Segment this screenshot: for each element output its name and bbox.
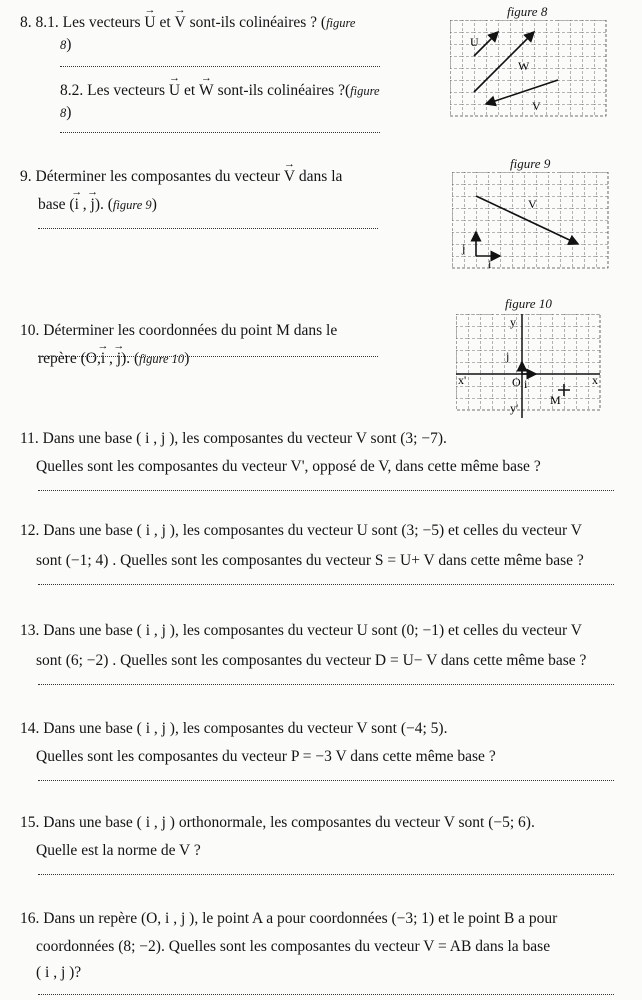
svg-text:V: V <box>532 99 541 113</box>
question-13: 13. Dans une base ( i , j ), les composantes du vecteur U sont (0; −1) et celles du vecteur V <box>20 622 582 639</box>
svg-text:j: j <box>506 349 510 363</box>
vector-i: → i <box>101 344 105 374</box>
figure-ref: 8 <box>60 38 67 52</box>
svg-text:W: W <box>518 59 530 73</box>
vector-u: → U <box>169 76 180 106</box>
figure-9-graph <box>452 172 612 276</box>
figure-ref: figure 9 <box>112 198 152 212</box>
q-text: Les vecteurs <box>62 14 141 31</box>
figure-8-graph <box>450 20 616 120</box>
svg-text:U: U <box>470 35 479 49</box>
svg-text:M: M <box>550 393 561 407</box>
svg-text:O: O <box>512 375 521 389</box>
q9-cont: base (→ i , → j). (figure 9) <box>38 190 157 220</box>
figure-ref: figure 10 <box>139 352 185 366</box>
svg-text:x: x <box>592 373 598 387</box>
answer-line-13[interactable] <box>38 684 614 685</box>
vector-w: → W <box>199 76 214 106</box>
q-text: sont-ils colinéaires ? ( <box>189 14 327 31</box>
q-text: ) <box>66 36 72 53</box>
figure-ref: figure <box>350 84 380 98</box>
q-subnumber: 8.2. <box>60 82 84 99</box>
question-12-line2: sont (−1; 4) . Quelles sont les composantes du vecteur S = U+ V dans cette même base ? <box>36 552 584 569</box>
q-text: et <box>183 82 196 99</box>
figure-ref: figure <box>326 16 356 30</box>
question-12: 12. Dans une base ( i , j ), les composantes du vecteur U sont (3; −5) et celles du vecteur V <box>20 522 582 539</box>
question-14: 14. Dans une base ( i , j ), les composantes du vecteur V sont (−4; 5). <box>20 720 448 737</box>
q-text: dans la <box>298 168 343 185</box>
vector-i: → i <box>75 190 79 220</box>
figure-9-caption: figure 9 <box>510 156 551 171</box>
question-10 <box>20 316 337 346</box>
answer-line-10[interactable] <box>38 356 378 357</box>
answer-line-15[interactable] <box>38 874 614 875</box>
figure-10-caption: figure 10 <box>505 296 552 311</box>
vector-j: → j <box>91 190 95 220</box>
q-text: ) <box>151 196 157 213</box>
answer-line-16[interactable] <box>38 994 614 995</box>
q-text: ) <box>184 350 190 367</box>
q-text: base ( <box>38 196 75 213</box>
q10-cont: repère (O,→ i , → j). (figure 10) <box>38 344 189 374</box>
vector-j: → j <box>117 344 121 374</box>
question-16: 16. Dans un repère (O, i , j ), le point A a pour coordonnées (−3; 1) et le point B a pour <box>20 910 558 927</box>
figure-8-caption: figure 8 <box>507 4 548 19</box>
svg-text:V: V <box>528 197 537 211</box>
q-text: Déterminer les composantes du vecteur <box>35 168 280 185</box>
answer-line-12[interactable] <box>38 584 614 585</box>
svg-text:i: i <box>488 257 492 271</box>
answer-line-9[interactable] <box>38 228 378 229</box>
vector-v: → V <box>175 8 186 38</box>
q-text: ). ( <box>121 350 140 367</box>
q-text: Les vecteurs <box>87 82 166 99</box>
figure-ref: 8 <box>60 106 67 120</box>
q-number: 8. <box>20 14 32 31</box>
q8-cont <box>60 30 71 60</box>
answer-line-11[interactable] <box>38 490 614 491</box>
q-text: et <box>159 14 171 31</box>
question-16-line3: ( i , j )? <box>36 964 82 981</box>
question-9 <box>20 162 342 192</box>
q8-2-cont <box>60 98 71 128</box>
svg-text:j: j <box>462 241 466 255</box>
question-15-line2: Quelle est la norme de V ? <box>36 842 201 859</box>
question-8-2 <box>60 76 380 106</box>
answer-line-8-2[interactable] <box>60 132 380 133</box>
figure-10-graph <box>456 314 604 418</box>
q-number: 10. <box>20 322 40 339</box>
question-11-line2: Quelles sont les composantes du vecteur V', opposé de V, dans cette même base ? <box>36 458 541 475</box>
question-15: 15. Dans une base ( i , j ) orthonormale, les composantes du vecteur V sont (−5; 6). <box>20 814 535 831</box>
q-text: Déterminer les coordonnées du point M dans le <box>43 322 338 339</box>
svg-text:y': y' <box>510 401 519 415</box>
svg-text:i: i <box>524 377 528 391</box>
q-text: sont-ils colinéaires ?( <box>217 82 351 99</box>
q-text: ). ( <box>94 196 113 213</box>
q-text: repère (O, <box>38 350 101 367</box>
question-13-line2: sont (6; −2) . Quelles sont les composantes du vecteur D = U− V dans cette même base ? <box>36 652 587 669</box>
q-text: ) <box>66 104 72 121</box>
svg-text:y: y <box>510 315 516 329</box>
q-number: 9. <box>20 168 32 185</box>
q-subnumber: 8.1. <box>35 14 59 31</box>
question-14-line2: Quelles sont les composantes du vecteur P = −3 V dans cette même base ? <box>36 748 496 765</box>
answer-line-8-1[interactable] <box>60 66 380 67</box>
question-16-line2: coordonnées (8; −2). Quelles sont les composantes du vecteur V = AB dans la base <box>36 938 551 955</box>
question-11: 11. Dans une base ( i , j ), les composantes du vecteur V sont (3; −7). <box>20 430 447 447</box>
vector-u: → U <box>144 8 155 38</box>
vector-v: → V <box>284 162 295 192</box>
svg-text:x': x' <box>458 373 467 387</box>
answer-line-14[interactable] <box>38 780 614 781</box>
